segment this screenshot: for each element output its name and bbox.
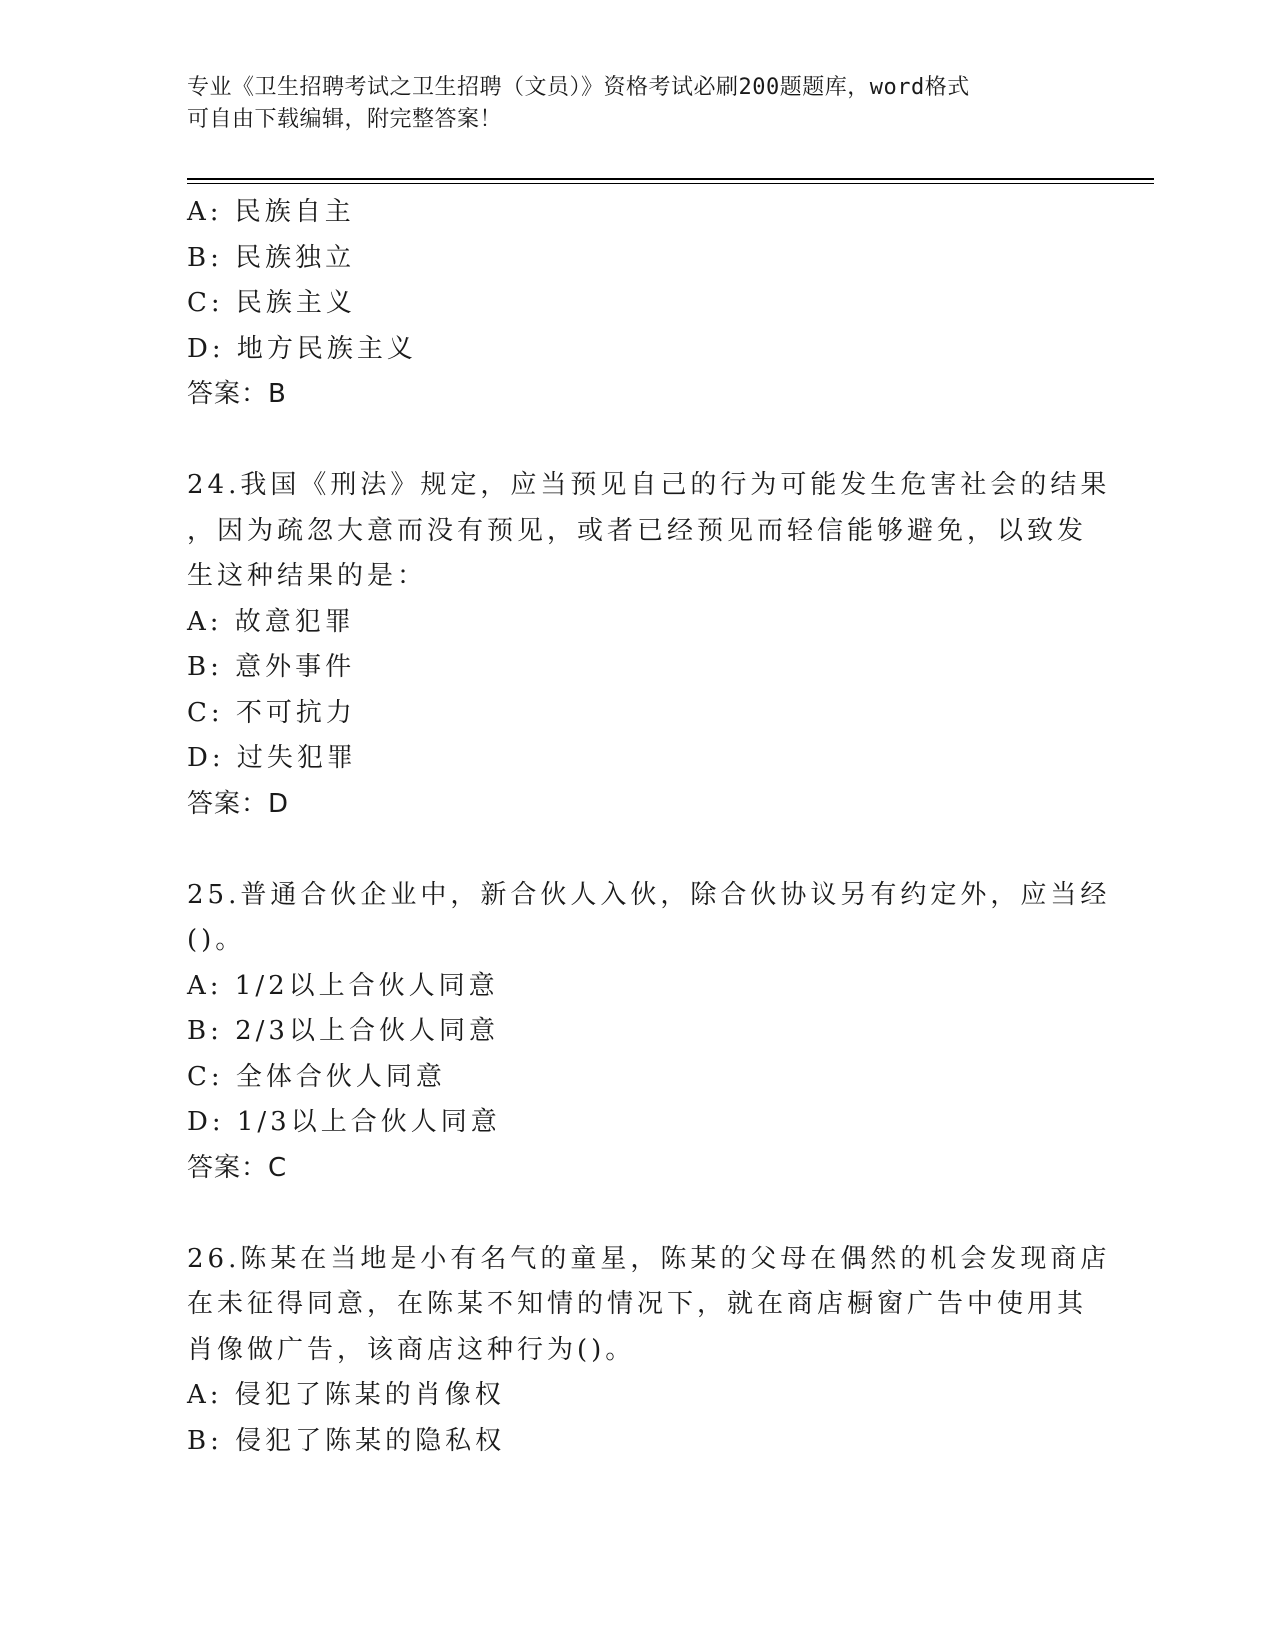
spacer — [187, 827, 1087, 873]
answer: 答案：D — [187, 788, 290, 819]
question-stem-line: ，因为疏忽大意而没有预见，或者已经预见而轻信能够避免，以致发 — [187, 515, 1088, 546]
option-a: A: 1/2以上合伙人同意 — [187, 970, 499, 1001]
header-line-2: 可自由下载编辑，附完整答案！ — [187, 107, 503, 132]
question-stem-line: ()。 — [187, 925, 246, 955]
answer: 答案：C — [187, 1152, 288, 1183]
document-header — [187, 72, 1087, 136]
option-b: B: 意外事件 — [187, 652, 356, 682]
question-stem-line: 24.我国《刑法》规定，应当预见自己的行为可能发生危害社会的结果 — [187, 470, 1111, 500]
option-a: A: 民族自主 — [187, 197, 355, 227]
option-b: B: 侵犯了陈某的隐私权 — [187, 1425, 506, 1456]
header-rule-thin — [187, 183, 1154, 184]
question-26 — [187, 1237, 1111, 1465]
question-stem-line: 肖像做广告，该商店这种行为()。 — [187, 1334, 636, 1365]
spacer — [187, 418, 1087, 464]
option-c: C: 民族主义 — [187, 288, 356, 318]
header-line-1: 专业《卫生招聘考试之卫生招聘（文员）》资格考试必刷200题题库，word格式 — [187, 75, 970, 100]
question-23 — [187, 190, 1087, 418]
option-d: D: 1/3以上合伙人同意 — [187, 1107, 501, 1137]
header-rule-thick — [187, 178, 1154, 180]
question-stem-line: 生这种结果的是： — [187, 561, 428, 591]
option-c: C: 不可抗力 — [187, 697, 356, 728]
option-b: B: 民族独立 — [187, 242, 356, 273]
question-24 — [187, 463, 1111, 827]
option-a: A: 故意犯罪 — [187, 606, 355, 637]
question-stem-line: 在未征得同意，在陈某不知情的情况下，就在商店橱窗广告中使用其 — [187, 1289, 1088, 1319]
question-25 — [187, 873, 1111, 1192]
option-d: D: 过失犯罪 — [187, 743, 357, 773]
question-stem-line: 25.普通合伙企业中，新合伙人入伙，除合伙协议另有约定外，应当经 — [187, 879, 1111, 910]
spacer — [187, 1191, 1087, 1237]
option-c: C: 全体合伙人同意 — [187, 1061, 446, 1092]
option-d: D: 地方民族主义 — [187, 333, 417, 364]
question-list — [187, 190, 1111, 1464]
answer: 答案：B — [187, 379, 287, 409]
option-b: B: 2/3以上合伙人同意 — [187, 1016, 499, 1046]
question-stem-line: 26.陈某在当地是小有名气的童星，陈某的父母在偶然的机会发现商店 — [187, 1243, 1111, 1274]
option-a: A: 侵犯了陈某的肖像权 — [187, 1380, 505, 1410]
